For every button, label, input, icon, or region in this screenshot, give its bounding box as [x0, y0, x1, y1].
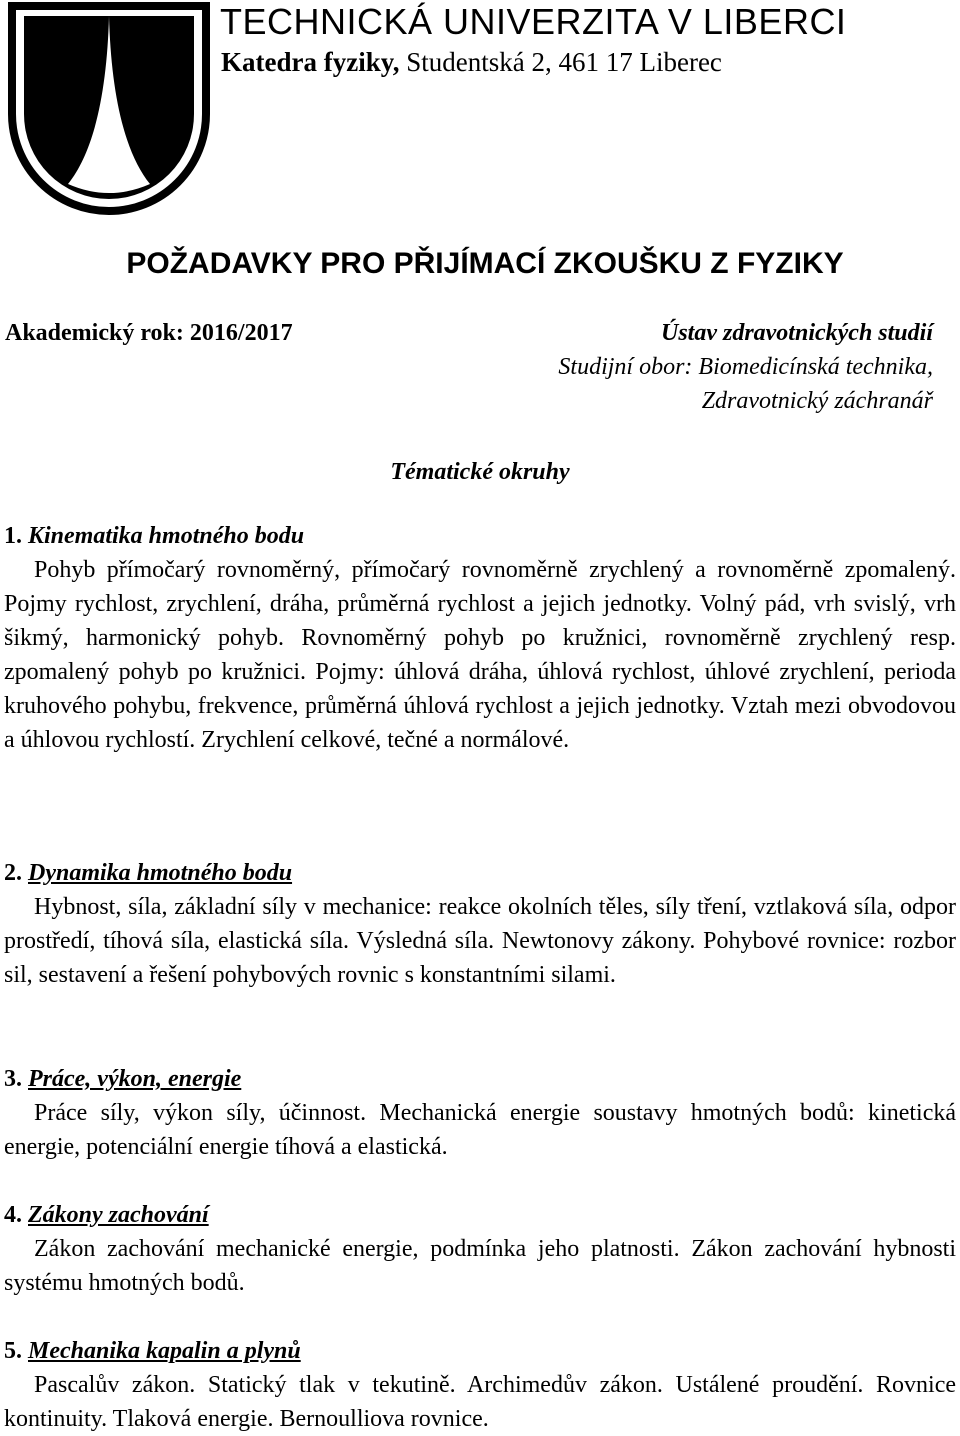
university-logo [4, 2, 214, 216]
institute-name: Ústav zdravotnických studií [660, 320, 933, 346]
section-3 [4, 1062, 956, 1164]
section-title: Zákony zachování [28, 1202, 209, 1228]
section-heading [4, 1198, 956, 1232]
section-4 [4, 1198, 956, 1300]
section-title: Práce, výkon, energie [28, 1066, 242, 1092]
section-text: Pohyb přímočarý rovnoměrný, přímočarý rovnoměrně zrychlený a rovnoměrně zpomalený. Pojmy rychlost, zrychlení, dráha, průměrná rychlost a jejich jednotky. Volný pád, vrh svislý, vrh šikmý, harmonický pohyb. Rovnoměrný pohyb po kružnici, rovnoměrně zrychlený resp. zpomalený pohyb po kružnici. Pojmy: úhlová dráha, úhlová rychlost, úhlové zrychlení, perioda kruhového pohybu, frekvence, průměrná úhlová rychlost a jejich jednotky. Vztah mezi obvodovou a úhlovou rychlostí. Zrychlení celkové, tečné a normálové. [4, 557, 956, 753]
section-heading [4, 856, 956, 890]
department-name: Katedra fyziky, [221, 47, 400, 77]
section-text: Zákon zachování mechanické energie, podmínka jeho platnosti. Zákon zachování hybnosti systému hmotných bodů. [4, 1236, 956, 1296]
section-1 [4, 519, 956, 757]
section-title: Dynamika hmotného bodu [28, 860, 293, 886]
section-text: Pascalův zákon. Statický tlak v tekutině. Archimedův zákon. Ustálené proudění. Rovnice kontinuity. Tlaková energie. Bernoulliova rovnice. [4, 1372, 956, 1432]
study-program-line2: Zdravotnický záchranář [701, 388, 933, 414]
section-number: 4. [4, 1202, 22, 1228]
section-heading [4, 519, 956, 553]
section-text: Práce síly, výkon síly, účinnost. Mechanická energie soustavy hmotných bodů: kinetická energie, potenciální energie tíhová a elastická. [4, 1100, 956, 1160]
section-number: 3. [4, 1066, 22, 1092]
university-name: TECHNICKÁ UNIVERZITA V LIBERCI [220, 1, 847, 42]
section-heading [4, 1334, 956, 1368]
section-number: 2. [4, 860, 22, 886]
section-number: 5. [4, 1338, 22, 1364]
department-address: Studentská 2, 461 17 Liberec [399, 47, 722, 77]
page-title: POŽADAVKY PRO PŘIJÍMACÍ ZKOUŠKU Z FYZIKY [126, 247, 844, 280]
academic-year: Akademický rok: 2016/2017 [5, 320, 293, 346]
section-5 [4, 1334, 956, 1436]
institute-block [558, 316, 933, 418]
department-line [221, 46, 722, 78]
section-number: 1. [4, 523, 22, 549]
study-program-line1: Studijní obor: Biomedicínská technika, [558, 354, 933, 380]
section-2 [4, 856, 956, 992]
section-title: Kinematika hmotného bodu [28, 523, 305, 549]
section-title: Mechanika kapalin a plynů [28, 1338, 301, 1364]
topics-heading: Tématické okruhy [390, 459, 570, 485]
section-heading [4, 1062, 956, 1096]
section-text: Hybnost, síla, základní síly v mechanice: reakce okolních těles, síly tření, vztlaková síla, odpor prostředí, tíhová síla, elastická síla. Výsledná síla. Newtonovy zákony. Pohybové rovnice: rozbor sil, sestavení a řešení pohybových rovnic s konstantními silami. [4, 894, 956, 988]
